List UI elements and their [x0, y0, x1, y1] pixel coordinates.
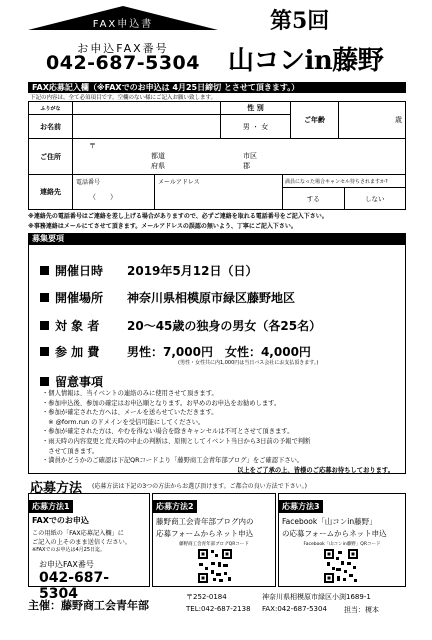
- event-title-line2: 山コンin藤野: [228, 46, 384, 76]
- email-field[interactable]: [155, 175, 283, 209]
- notice-line: ・雨天時の内容変更と荒天時の中止の判断は、原則としてイベント当日から3日前の予報で判断: [42, 437, 311, 445]
- notice-line: ※ @form.run のドメインを受信可能にしてください。: [42, 418, 205, 426]
- recruit-bar-title: 募集要項: [32, 234, 64, 243]
- recruit-section-bar: [28, 233, 406, 244]
- item-target-label: 対 象 者: [55, 319, 100, 333]
- method-1-line3: ご記入の上そのまま送信ください。: [32, 539, 131, 546]
- cancel-wait-box: [283, 175, 405, 209]
- bullet-square: [40, 347, 49, 356]
- method-2-qr-caption: 藤野商工会青年部ブログQRコード: [179, 542, 249, 547]
- method-3-head: 応募方法3: [279, 500, 323, 513]
- notice-title: 留意事項: [55, 375, 104, 389]
- notice-line: ・参加が確定された方は、やむを得ない場合を除きキャンセルは不可とさせて頂きます。: [42, 428, 294, 436]
- gender-options[interactable]: 男 ・ 女: [221, 115, 291, 139]
- contact-label: 連絡先: [29, 175, 73, 210]
- notice-line: ・満員かどうかのご確認は下記QRコードより「藤野商工会青年部ブログ」をご確認下さい。: [42, 457, 304, 465]
- cancel-question: 満員になった場合キャンセル待ちされますか?: [283, 175, 405, 188]
- item-date-value: 2019年5月12日（日）: [127, 264, 258, 278]
- address-label: ご住所: [29, 139, 73, 175]
- method-1-line4: ※FAXでのお申込は4月25日迄。: [32, 547, 105, 553]
- methods-subtitle: (応募方法は下記の3つの方法からお選び頂けます。ご都合の良い方法で下さい。): [92, 483, 308, 490]
- event-title-line1: 第5回: [270, 8, 330, 34]
- method-3-line1: Facebook「山コンin藤野」: [282, 517, 377, 526]
- form-section-bar: [28, 82, 406, 93]
- item-target-value: 20～45歳の独身の男女（各25名）: [127, 319, 322, 333]
- gender-label: 性 別: [221, 102, 291, 115]
- methods-title: 応募方法: [30, 481, 83, 496]
- name-field[interactable]: [73, 115, 221, 139]
- method-1-line1: FAXでのお申込: [32, 516, 89, 525]
- age-label: ご年齢: [291, 102, 339, 139]
- item-date: [40, 262, 257, 279]
- notice-heading: [40, 373, 103, 390]
- city-label-2: 郡: [243, 162, 250, 170]
- phone-field[interactable]: [73, 175, 155, 209]
- method-1-fax-number: 042-687-5304: [39, 570, 110, 602]
- method-2-line1: 藤野商工会青年部ブログ内の: [156, 517, 254, 526]
- method-1-line2: この用紙の「FAX応募記入欄」に: [32, 530, 124, 537]
- age-field[interactable]: [339, 102, 406, 139]
- method-3-qr-caption: Facebook「山コンin藤野」QRコード: [303, 542, 381, 547]
- item-date-label: 開催日時: [55, 264, 104, 278]
- email-label: メールアドレス: [158, 179, 200, 186]
- form-note-2: ※事務連絡はメールにてさせて頂きます。メールアドレスの誤認の無いよう、丁寧にご記入下さい。: [28, 223, 297, 230]
- pref-label-1: 都道: [151, 152, 165, 160]
- cancel-no-option[interactable]: しない: [365, 195, 385, 203]
- method-1-head: 応募方法1: [29, 500, 73, 513]
- item-target: [40, 317, 321, 334]
- method-3-box: [278, 493, 406, 587]
- cancel-yes-option[interactable]: する: [283, 188, 345, 209]
- notice-line: ・参加が確定された方へは、メールを送らせていただきます。: [42, 409, 218, 417]
- phone-label: 電話番号: [76, 179, 101, 186]
- contact-row: [73, 175, 406, 210]
- furigana-field[interactable]: [73, 102, 221, 115]
- phone-paren: （ ）: [89, 193, 117, 201]
- bullet-square: [40, 266, 49, 275]
- postal-mark: 〒: [89, 142, 96, 150]
- furigana-label: ふりがな: [29, 102, 73, 115]
- pref-label-2: 府県: [151, 162, 165, 170]
- method-3-line2: の応募フォームからネット申込: [282, 529, 387, 538]
- fee-note: (男性・女性共に内1,000円は当日バス会社にお支払頂きます。): [178, 360, 319, 366]
- age-unit: 歳: [395, 116, 402, 124]
- qr-code-facebook[interactable]: [323, 548, 359, 584]
- bullet-square: [40, 321, 49, 330]
- item-place-value: 神奈川県相模原市緑区藤野地区: [127, 291, 296, 305]
- item-place: [40, 289, 295, 306]
- notice-line: ・参加申込後、参加の確定はお申込順となります。お早めのお申込をお勧めします。: [42, 399, 281, 407]
- notice-line: ・個人情報は、当イベントの連絡のみに使用させて頂きます。: [42, 390, 218, 397]
- form-bar-title: FAX応募記入欄（※FAXでのお申込は 4月25日締切 とさせて頂きます。）: [32, 83, 300, 92]
- notice-line: させて頂きます。: [42, 447, 99, 455]
- bullet-square: [40, 377, 49, 386]
- item-fee-value: 男性：7,000円 女性：4,000円: [127, 345, 311, 359]
- footer-address: 神奈川県相模原市緑区小渕1689-1: [262, 593, 371, 601]
- method-2-head: 応募方法2: [153, 500, 197, 513]
- notice-line: 以上をご了承の上、皆様のご応募お待ちしております。: [237, 466, 394, 474]
- fax-label: お申込FAX番号: [77, 42, 169, 55]
- application-form-table: [28, 101, 406, 210]
- footer-postal: 〒252-0184: [186, 593, 227, 601]
- item-fee-label: 参 加 費: [55, 345, 100, 359]
- method-2-box: [152, 493, 276, 587]
- item-fee: [40, 343, 311, 360]
- footer-person: 担当：榎本: [344, 606, 379, 614]
- notice-list: [42, 389, 402, 475]
- bullet-square: [40, 293, 49, 302]
- fax-number: 042-687-5304: [46, 52, 200, 74]
- city-label-1: 市区: [243, 152, 257, 160]
- form-instruction: 下記の内容は、全て必須項目です。空欄のない様にご記入お願い致します。: [30, 95, 217, 101]
- footer-fax: FAX:042-687-5304: [262, 605, 327, 613]
- banner-text: FAX申込書: [92, 19, 154, 30]
- method-1-fax-label: お申込FAX番号: [39, 560, 94, 569]
- qr-code-blog[interactable]: [197, 548, 233, 584]
- method-1-box: [28, 493, 150, 602]
- address-field[interactable]: [73, 139, 406, 175]
- method-2-line2: 応募フォームからネット申込: [156, 529, 254, 538]
- footer-tel: TEL:042-687-2138: [186, 605, 251, 613]
- form-note-1: ※連絡先の電話番号はご連絡を差し上げる場合がありますので、必ずご連絡を取れる電話番号をご記入下さい。: [28, 213, 328, 220]
- item-place-label: 開催場所: [55, 291, 104, 305]
- organizer: 主催：藤野商工会青年部: [28, 599, 149, 612]
- name-label: お名前: [29, 115, 73, 139]
